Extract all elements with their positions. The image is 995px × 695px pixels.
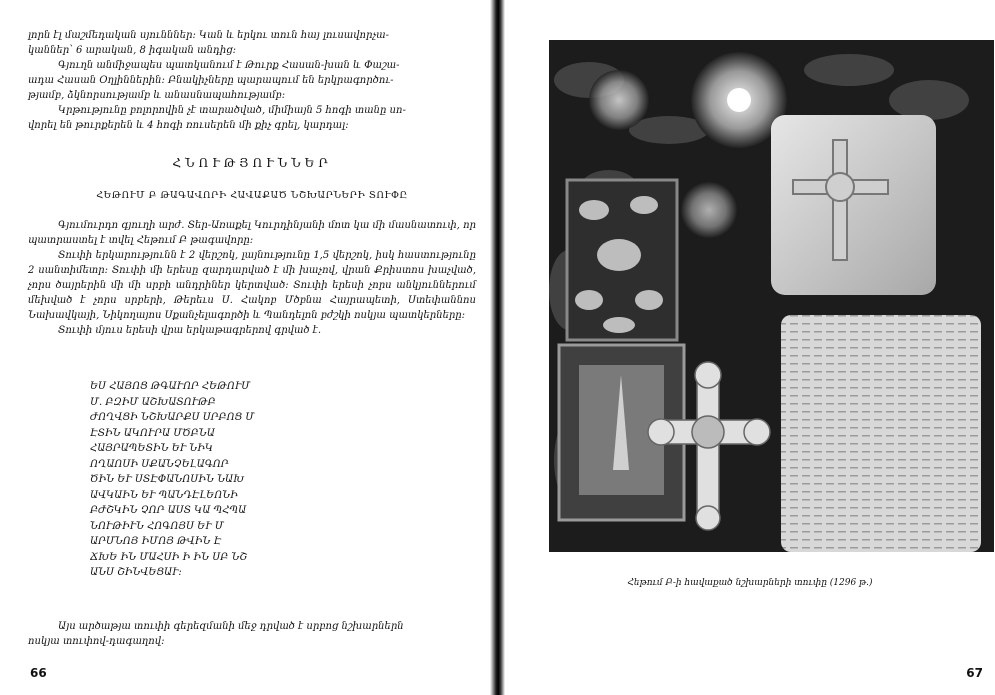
inscription-line: ԲԺՇԿԻՆ ՉՈՐ ԱՍՏ ԿԱ ՊՀՊԱ xyxy=(90,505,247,516)
page-number: 67 xyxy=(966,666,983,680)
inscription-line: ԾԻՆ ԵՒ ՍՏԷՓԱՆՈՍԻՆ ՆԱԽ xyxy=(90,474,245,485)
inscription-line: ԺՈՂՎՑԻ ՆՇԽԱՐՔՍ ՍՐԲՈՑ Մ xyxy=(90,412,255,423)
inscription-line: Մ. ԲԶԻՄ ԱՇԽԱՏՈՒԹԲ xyxy=(90,396,216,408)
text-line: լորն էլ մաշմեդական սյունններ։ Կան և երկու տուն հայ լուսավորչա- xyxy=(28,30,390,41)
inscription-line: ԱՐՄՆՈՅ ԻՄՈՅ ԹՎԻՆ Է xyxy=(90,536,222,547)
inscription-line: ԱՆՍ ՇԻՆՎԵՑԱՒ։ xyxy=(90,567,182,578)
text-line: ոսկյա տուփով-դագաղով։ xyxy=(28,636,165,647)
inscription-line: ԱՎԿԱԻՆ ԵՒ ՊԱՆԴԷԼԵՈՆԻ xyxy=(90,489,238,501)
text-line: Այս արծաթյա տուփի գերեզմանի մեջ դրված է սրբոց նշխարներն xyxy=(58,621,404,632)
section-subtitle: ՀԵԹՈՒՄ Բ ԹԱԳԱՎՈՐԻ ՀԱՎԱՔԱԾ ՆՇԽԱՐՆԵՐԻ ՏՈՒՓԸ xyxy=(96,190,408,201)
book-gutter xyxy=(490,0,505,695)
inscription-line: ՈՂԱՈՍԻ ՍՔԱՆՉԵԼԱԳՈՐ xyxy=(90,458,229,470)
inscription-block xyxy=(90,379,420,581)
inscription-line: ՆՈՒԹԻՒՆ ՀՈԳՈՅՍ ԵՒ Մ xyxy=(90,520,224,532)
left-page xyxy=(0,0,490,695)
photo-caption: Հեթում Բ-ի հավաքած նշխարների տուփը (1296 թ.) xyxy=(627,578,873,588)
paragraph: Տուփի երկարությունն է 2 վերշոկ, լայնությունը 1,5 վերշոկ, իսկ հաստությունը 2 սանտիմետր։ Տուփի մի երեսը զարդարված է մի խաչով, վրան Քրիստոս խաչված, չորս ծայրերին մի մի սրբի անդրիներ կերտված։ Տուփի երեսի չորս անկյուններում մեխված է չորս սրբերի, Թերեւս Ս. Հակոբ Մծբնա Հայրապետի, Ստեփաննոս Նախավկայի, Նիկողայոս Սքանչելագործի և Պանդելոն բժշկի ոսկյա պատկերները։ xyxy=(28,250,476,321)
reliquary-photograph xyxy=(549,40,994,552)
text-line: թյամբ, ձկնորսությամբ և անասնապահությամբ։ xyxy=(28,90,286,101)
inscription-line: ՃԽԵ ԻՆ ՄԱՀՍԻ Ի ԻՆ ՍԲ ՆՇ xyxy=(90,551,248,563)
section-title: ՀՆՈՒԹՅՈՒՆՆԵՐ xyxy=(172,156,332,170)
inscription-line: ԵՍ ՀԱՅՈՑ ԹԳԱՒՈՐ ՀԵԹՈՒՄ xyxy=(90,381,251,392)
inscription-line: ՀԱՅՐԱՊԵՏԻՆ ԵՒ ՆԻԿ xyxy=(90,443,214,454)
paragraph: Գյումուրդո գյուղի արժ. Տեր-Առաքել Կուրդինյանի մոտ կա մի մասնատուփ, որ պատրաստել է տվել Հեթում Բ թագավորը։ xyxy=(28,220,476,246)
page-number: 66 xyxy=(30,666,47,680)
text-line: ադա Հասան Օղլիններին։ Բնակիչները պարապում են երկրագործու- xyxy=(28,75,394,86)
paragraph: Տուփի մյուս երեսի վրա երկաթագրերով գրված է. xyxy=(58,325,322,336)
inscription-line: ԷՏԻՆ ԱԿՈՒՐԱ ՄԾԲՆԱ xyxy=(90,427,215,439)
body-text xyxy=(28,218,476,338)
text-line: Գյուղն անմիջապես պատկանում է Թուրք Հասան-խան և Փաշա- xyxy=(58,60,400,71)
closing-text xyxy=(28,619,476,649)
text-line: կաններ՝ 6 արական, 8 իգական անդից։ xyxy=(28,45,237,56)
right-page xyxy=(505,0,995,695)
intro-text xyxy=(28,28,476,133)
text-line: Կրթությունը բոլորովին չէ տարածված, միմիայն 5 հոգի տանը սո- xyxy=(58,105,406,116)
text-line: վորել են թուրքերեն և 4 հոգի ռուսերեն մի քիչ գրել, կարդալ։ xyxy=(28,120,349,131)
